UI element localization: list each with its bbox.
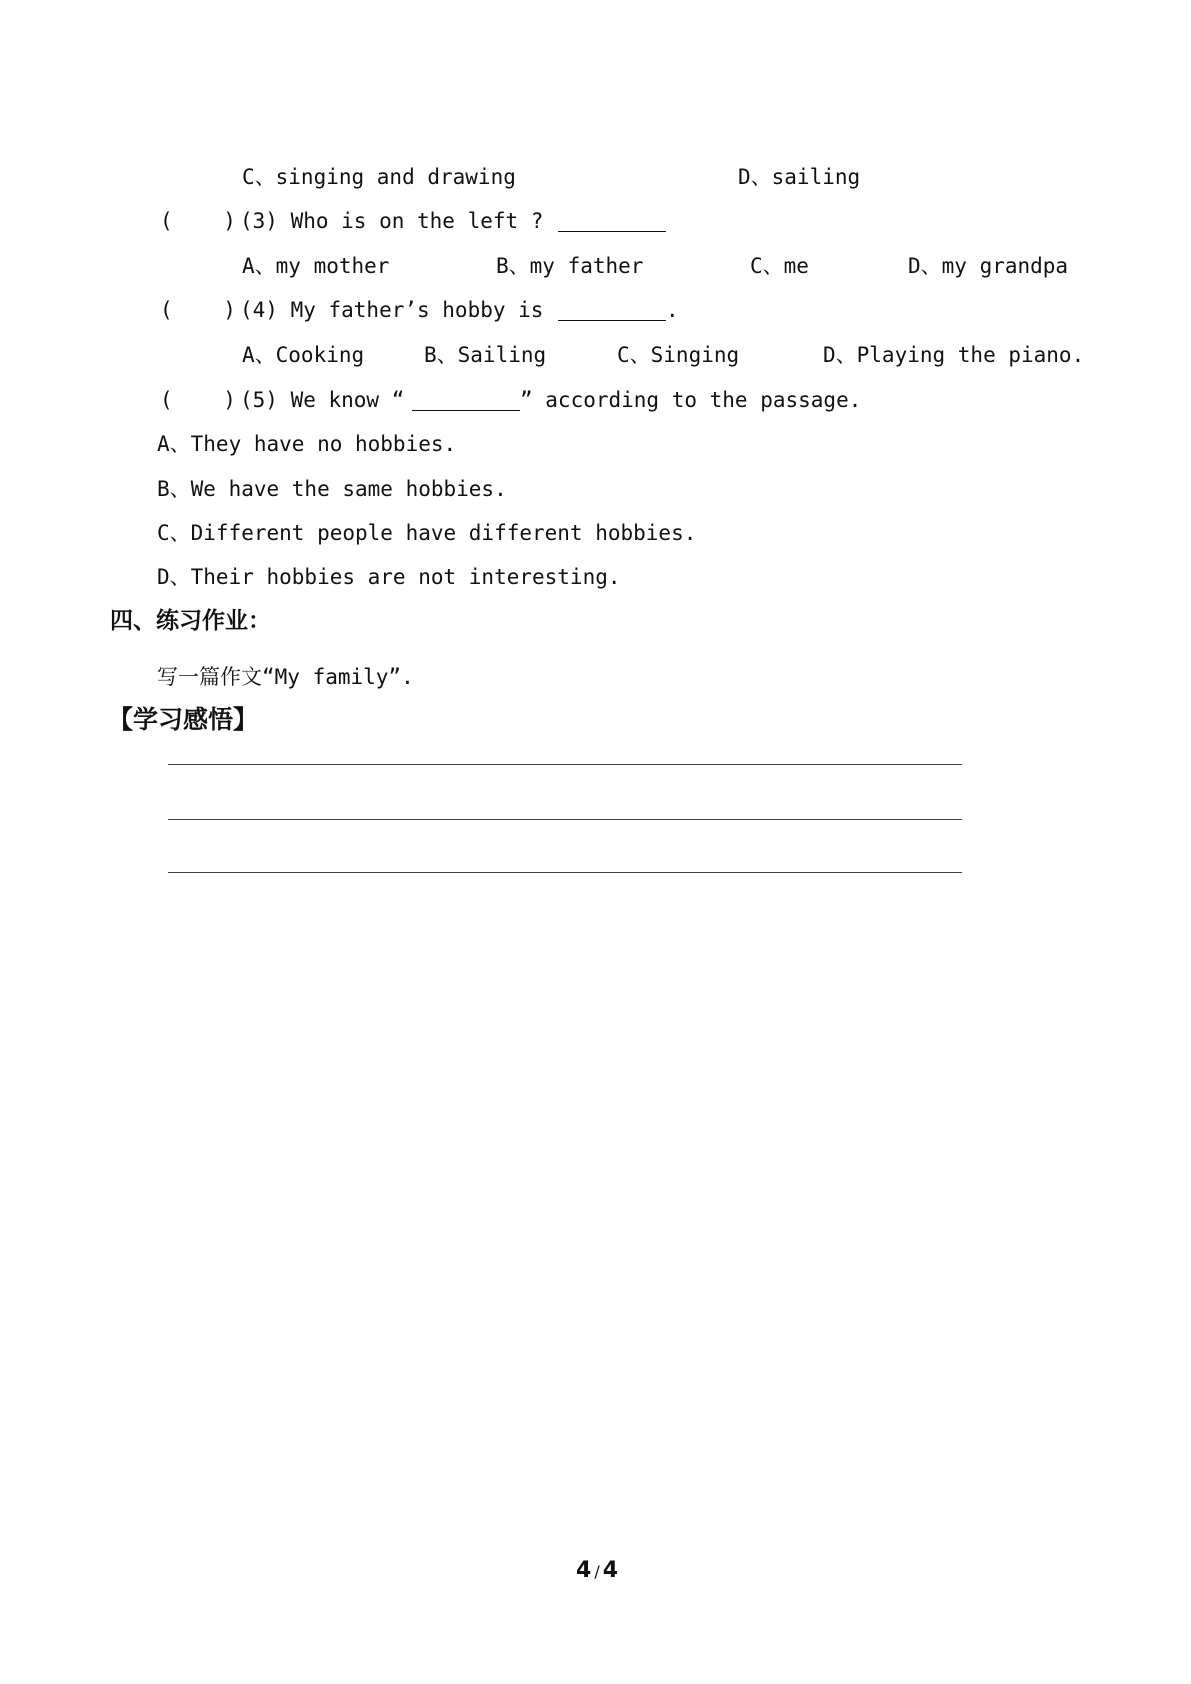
q4-answer-paren[interactable]: ( )	[160, 298, 236, 322]
q5-stem-start: (5) We know “	[240, 388, 405, 412]
q5-option-a: A、They have no hobbies.	[157, 432, 457, 456]
q4-stem: (4) My father’s hobby is	[240, 298, 544, 322]
q5-option-b: B、We have the same hobbies.	[157, 477, 507, 501]
reflection-heading: 【学习感悟】	[108, 705, 259, 734]
q4-option-c: C、Singing	[617, 343, 740, 367]
reflection-writing-line-1[interactable]	[168, 764, 962, 765]
q5-option-c: C、Different people have different hobbies.	[157, 521, 697, 545]
q3-option-b: B、my father	[496, 254, 644, 278]
q4-option-b: B、Sailing	[424, 343, 547, 367]
q4-option-a: A、Cooking	[242, 343, 365, 367]
q5-option-d: D、Their hobbies are not interesting.	[157, 565, 621, 589]
page-total: 4	[602, 1558, 619, 1583]
q3-blank[interactable]	[558, 213, 666, 232]
q5-answer-paren[interactable]: ( )	[160, 388, 236, 412]
page-current: 4	[576, 1558, 592, 1583]
q3-option-c: C、me	[750, 254, 809, 278]
q3-stem: (3) Who is on the left ?	[240, 209, 544, 233]
q4-stem-end: .	[666, 298, 679, 322]
page-separator: /	[594, 1562, 600, 1581]
q2-option-c: C、singing and drawing	[242, 165, 516, 189]
reflection-writing-line-3[interactable]	[168, 872, 962, 873]
q3-answer-paren[interactable]: ( )	[160, 209, 236, 233]
reflection-writing-line-2[interactable]	[168, 819, 962, 820]
q2-option-d: D、sailing	[738, 165, 861, 189]
q5-blank[interactable]	[412, 392, 520, 411]
section-4-task: 写一篇作文“My family”.	[157, 665, 414, 689]
q5-stem-end: ” according to the passage.	[520, 388, 862, 412]
q3-option-d: D、my grandpa	[908, 254, 1069, 278]
page-number	[576, 1560, 618, 1582]
q4-blank[interactable]	[558, 302, 666, 321]
q3-option-a: A、my mother	[242, 254, 390, 278]
section-4-heading: 四、练习作业：	[110, 608, 271, 634]
q4-option-d: D、Playing the piano.	[823, 343, 1085, 367]
